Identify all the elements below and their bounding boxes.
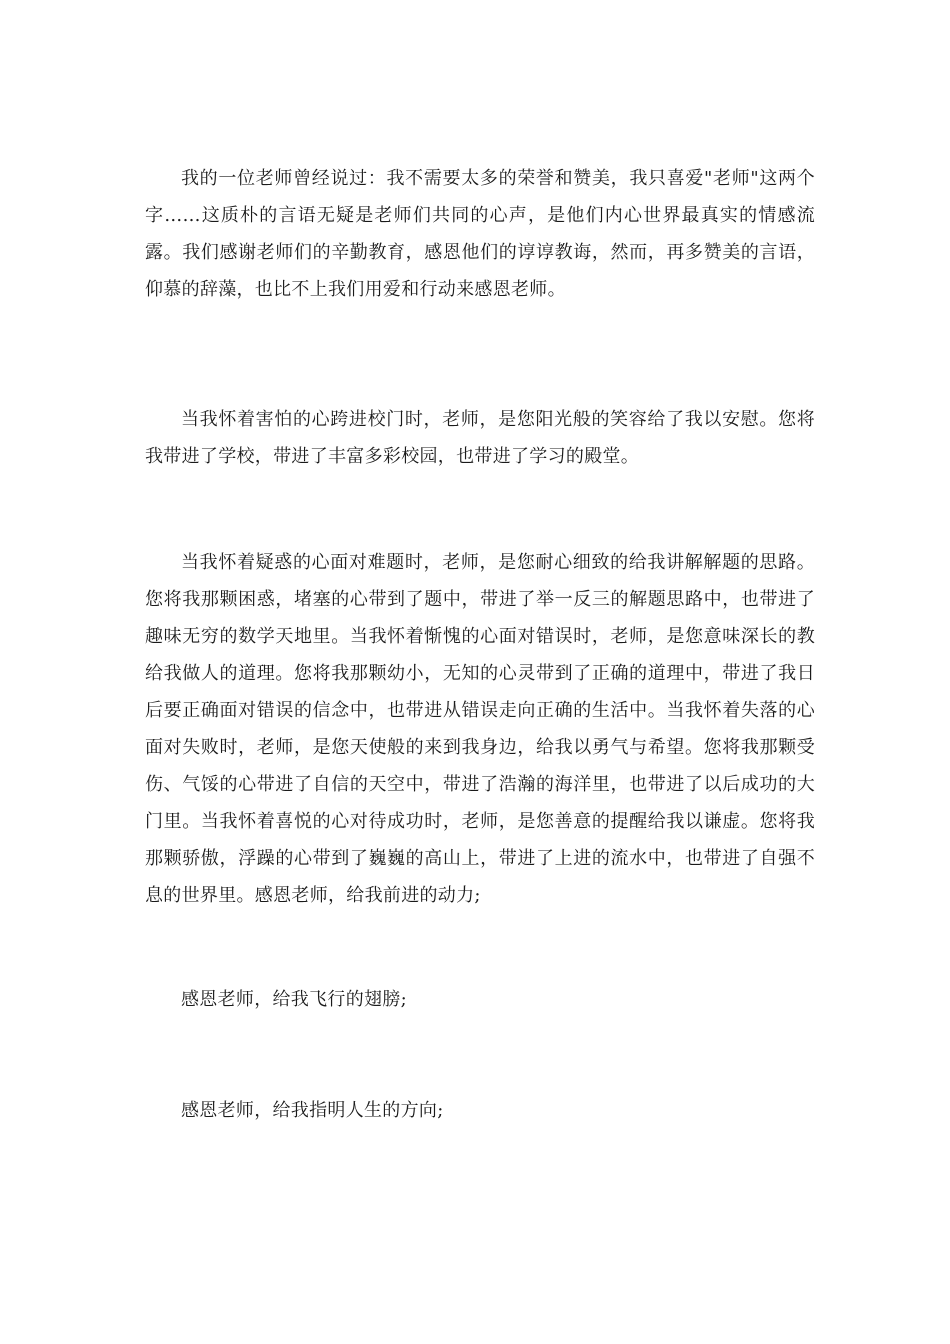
- paragraph-3: 当我怀着疑惑的心面对难题时，老师，是您耐心细致的给我讲解解题的思路。您将我那颗困惑，堵塞的心带到了题中，带进了举一反三的解题思路中，也带进了趣味无穷的数学天地里。当我怀着惭愧的心面对错误时，老师，是您意味深长的教给我做人的道理。您将我那颗幼小，无知的心灵带到了正确的道理中，带进了我日后要正确面对错误的信念中，也带进从错误走向正确的生活中。当我怀着失落的心面对失败时，老师，是您天使般的来到我身边，给我以勇气与希望。您将我那颗受伤、气馁的心带进了自信的天空中，带进了浩瀚的海洋里，也带进了以后成功的大门里。当我怀着喜悦的心对待成功时，老师，是您善意的提醒给我以谦虚。您将我那颗骄傲，浮躁的心带到了巍巍的高山上，带进了上进的流水中，也带进了自强不息的世界里。感恩老师，给我前进的动力;: [145, 552, 815, 906]
- paragraph-1: 我的一位老师曾经说过：我不需要太多的荣誉和赞美，我只喜爱"老师"这两个字……这质朴的言语无疑是老师们共同的心声，是他们内心世界最真实的情感流露。我们感谢老师们的辛勤教育，感恩他们的谆谆教诲，然而，再多赞美的言语，仰慕的辞藻，也比不上我们用爱和行动来感恩老师。: [145, 168, 815, 300]
- paragraph-4: 感恩老师，给我飞行的翅膀;: [181, 989, 407, 1010]
- paragraph-2: 当我怀着害怕的心跨进校门时，老师，是您阳光般的笑容给了我以安慰。您将我带进了学校，带进了丰富多彩校园，也带进了学习的殿堂。: [145, 409, 815, 467]
- paragraph-5: 感恩老师，给我指明人生的方向;: [181, 1100, 444, 1121]
